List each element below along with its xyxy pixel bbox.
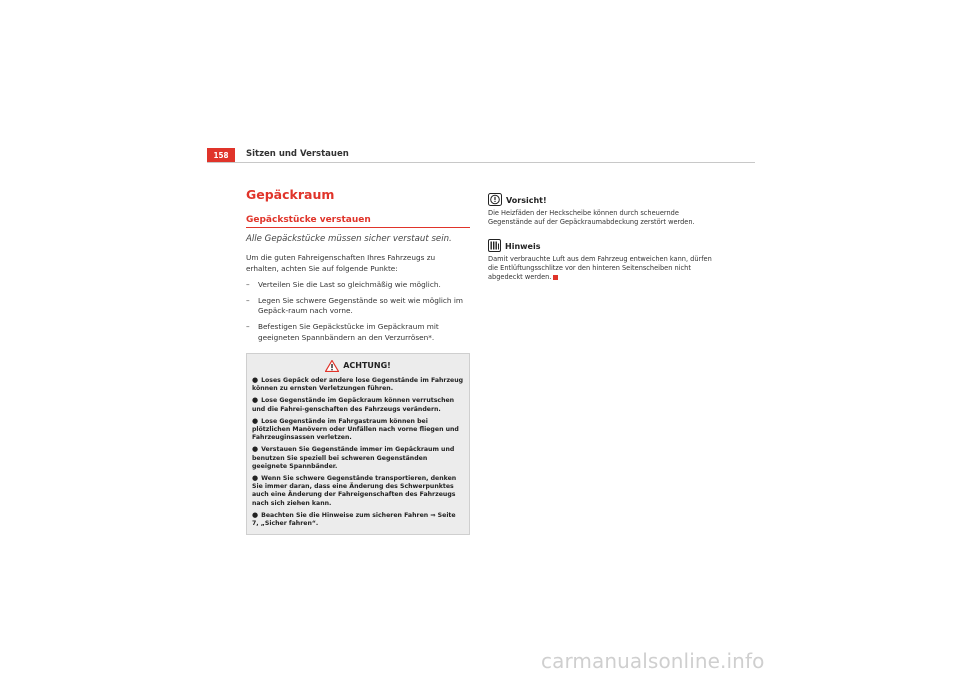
warning-triangle-icon xyxy=(325,360,339,372)
instruction-item: – Befestigen Sie Gepäckstücke im Gepäckraum mit geeigneten Spannbändern an den Verzurrösen*. xyxy=(246,322,470,343)
warning-item xyxy=(252,445,464,471)
warning-item xyxy=(252,417,464,443)
caution-header xyxy=(488,192,718,206)
warning-heading: ACHTUNG! xyxy=(343,361,391,370)
warning-item-text: Loses Gepäck oder andere lose Gegenstände im Fahrzeug können zu ernsten Verletzungen führen. xyxy=(252,377,464,393)
bullet-icon: ● xyxy=(252,510,259,519)
note-block xyxy=(488,238,718,282)
caution-exclamation-icon xyxy=(488,193,502,206)
section-title: Gepäckraum xyxy=(246,187,335,202)
header-divider xyxy=(207,162,755,163)
note-text-block xyxy=(488,255,718,282)
bullet-icon: ● xyxy=(252,474,259,483)
note-heading: Hinweis xyxy=(505,242,541,251)
warning-item xyxy=(252,474,464,508)
warning-item-text: Verstauen Sie Gegenstände immer im Gepäckraum und benutzen Sie speziell bei schweren Gegenständen geeignete Spannbänder. xyxy=(252,446,455,470)
warning-box xyxy=(246,353,470,535)
instruction-list xyxy=(246,280,470,344)
bullet-icon: ● xyxy=(252,445,259,454)
subsection-title: Gepäckstücke verstauen xyxy=(246,215,470,228)
bullet-icon: ● xyxy=(252,396,259,405)
instruction-item: – Legen Sie schwere Gegenstände so weit wie möglich im Gepäck-raum nach vorne. xyxy=(246,296,470,317)
warning-item xyxy=(252,376,464,393)
warning-item-text: Beachten Sie die Hinweise zum sicheren Fahren ⇒ Seite 7, „Sicher fahren“. xyxy=(252,511,456,528)
intro-paragraph: Um die guten Fahreigenschaften Ihres Fahrzeugs zu erhalten, achten Sie auf folgende Punkte: xyxy=(246,253,436,273)
warning-item-text: Lose Gegenstände im Fahrgastraum können bei plötzlichen Manövern oder Unfällen nach vorne fliegen und Fahrzeuginsassen verletzen. xyxy=(252,417,459,442)
lead-text: Alle Gepäckstücke müssen sicher verstaut sein. xyxy=(246,234,452,244)
warning-header xyxy=(252,358,464,373)
warning-item-text: Wenn Sie schwere Gegenstände transportieren, denken Sie immer daran, dass eine Änderung des Schwerpunktes auch eine Änderung der Fahreigenschaften des Fahrzeugs nach sich ziehen kann. xyxy=(252,475,457,507)
info-note-icon xyxy=(488,239,501,252)
note-header xyxy=(488,238,718,252)
caution-text: Die Heizfäden der Heckscheibe können durch scheuernde Gegenstände auf der Gepäckraumabdeckung zerstört werden. xyxy=(488,209,695,226)
bullet-icon: ● xyxy=(252,376,259,384)
bullet-icon: ● xyxy=(252,416,259,425)
warning-item xyxy=(252,396,464,413)
warning-item xyxy=(252,511,464,528)
left-column xyxy=(246,188,470,535)
warning-item-text: Lose Gegenstände im Gepäckraum können verrutschen und die Fahrei-genschaften des Fahrzeugs verändern. xyxy=(252,397,455,413)
caution-block xyxy=(488,192,718,227)
right-column xyxy=(488,192,718,282)
chapter-title: Sitzen und Verstauen xyxy=(246,149,349,159)
caution-heading: Vorsicht! xyxy=(506,196,547,205)
warning-list xyxy=(252,376,464,528)
end-of-section-icon xyxy=(553,275,558,280)
page-number: 158 xyxy=(207,148,235,162)
instruction-item: – Verteilen Sie die Last so gleichmäßig wie möglich. xyxy=(246,280,470,291)
watermark: carmanualsonline.info xyxy=(541,649,765,673)
note-text: Damit verbrauchte Luft aus dem Fahrzeug entweichen kann, dürfen die Entlüftungsschlitze vor den hinteren Seitenscheiben nicht abgedeckt werden. xyxy=(488,255,712,281)
